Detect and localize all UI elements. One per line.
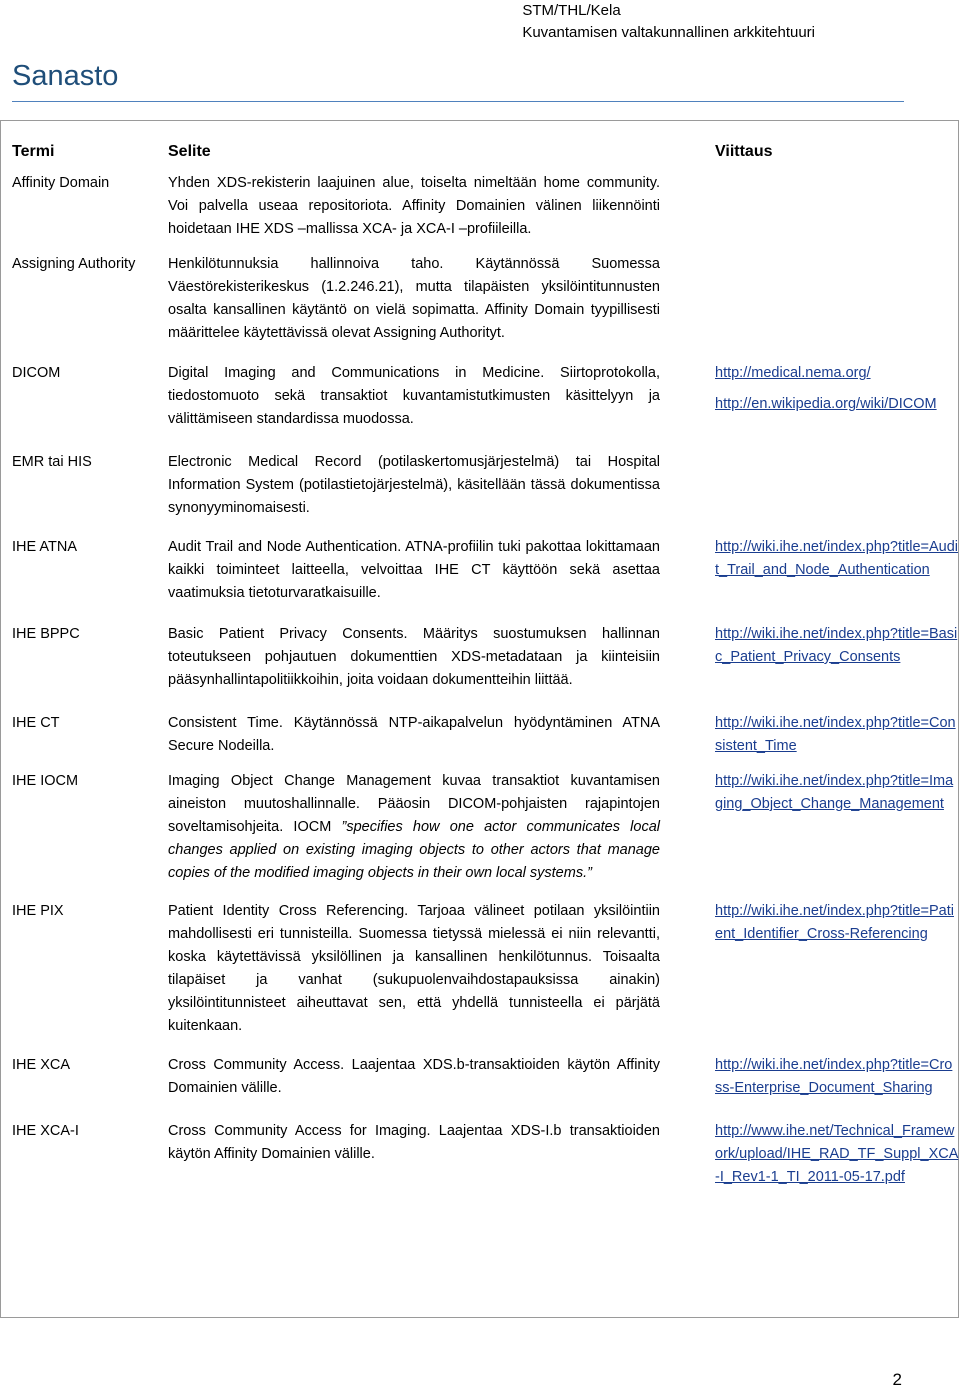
reference-link[interactable]: http://en.wikipedia.org/wiki/DICOM [715,396,937,412]
table-row [0,536,959,623]
table-row [0,1054,959,1120]
description-text: Cross Community Access. Laajentaa XDS.b-transaktioiden käytön Affinity Domainien välille. [168,1057,660,1096]
term-cell: IHE CT [12,715,60,731]
reference-link[interactable]: http://wiki.ihe.net/index.php?title=Patient_Identifier_Cross-Referencing [715,903,954,942]
description-cell [156,253,670,362]
description-text: Henkilötunnuksia hallinnoiva taho. Käytännössä Suomessa Väestörekisterikeskus (1.2.246.21), mutta tilapäisten yksilöintitunnusten osalta kansallinen käytäntö on vielä sopimatta. Affinity Domain tyypillisesti määrittelee käytettävissä olevat Assigning Authorityt. [168,256,660,341]
reference-cell [670,712,959,770]
table-row [0,1120,959,1189]
reference-link[interactable]: http://wiki.ihe.net/index.php?title=Audit_Trail_and_Node_Authentication [715,539,959,578]
description-text: Basic Patient Privacy Consents. Määritys suostumuksen hallinnan toteutukseen pohjautuen dokumenttien XDS-metadataan ja kiinteisiin pääsynhallintapolitiikkoihin, joita voidaan dokumentteihin liittää. [168,626,660,688]
description-cell [156,451,670,536]
reference-cell [670,623,959,712]
reference-cell [670,1054,959,1120]
reference-link[interactable]: http://wiki.ihe.net/index.php?title=Imaging_Object_Change_Management [715,773,954,812]
table-row [0,770,959,900]
term-cell: DICOM [12,365,61,381]
description-cell [156,900,670,1054]
term-cell: IHE XCA-I [12,1123,79,1139]
table-row [0,172,959,253]
reference-cell [670,362,959,451]
description-text: Audit Trail and Node Authentication. ATNA-profiilin tuki pakottaa lokittamaan kaikki toiminteet laitteella, velvoittaa IHE CT käyttöön sekä asettaa vaatimuksia tietoturvaratkaisuille. [168,539,660,601]
description-text: Cross Community Access for Imaging. Laajentaa XDS-I.b transaktioiden käytön Affinity Domainien välille. [168,1123,660,1162]
term-cell: Assigning Authority [12,256,136,272]
description-cell [156,1054,670,1120]
table-header-row [0,130,959,172]
description-cell [156,172,670,253]
reference-link[interactable]: http://wiki.ihe.net/index.php?title=Basic_Patient_Privacy_Consents [715,626,958,665]
page-title: Sanasto [12,60,119,92]
reference-link[interactable]: http://wiki.ihe.net/index.php?title=Consistent_Time [715,715,956,754]
term-cell: IHE BPPC [12,626,80,642]
table-row [0,900,959,1054]
description-text: Electronic Medical Record (potilaskertomusjärjestelmä) tai Hospital Information System (potilastietojärjestelmä), käsitellään tässä dokumentissa synonyyminomaisesti. [168,454,660,516]
header-subtitle: Kuvantamisen valtakunnallinen arkkitehtuuri [522,24,815,41]
term-cell: IHE IOCM [12,773,79,789]
glossary-body [0,172,959,1189]
description-cell [156,770,670,900]
table-row [0,712,959,770]
description-cell [156,623,670,712]
reference-cell [670,451,959,536]
column-header-description: Selite [168,142,211,160]
reference-cell [670,536,959,623]
reference-cell [670,253,959,362]
description-cell [156,362,670,451]
table-row [0,362,959,451]
description-text: Digital Imaging and Communications in Medicine. Siirtoprotokolla, tiedostomuoto sekä transaktiot kuvantamistutkimusten käsittelyyn ja välittämiseen standardissa muodossa. [168,365,660,427]
reference-link[interactable]: http://www.ihe.net/Technical_Framework/upload/IHE_RAD_TF_Suppl_XCA-I_Rev1-1_TI_2011-05-17.pdf [715,1123,959,1185]
reference-cell [670,172,959,253]
term-cell: IHE PIX [12,903,64,919]
reference-link[interactable]: http://medical.nema.org/ [715,365,871,381]
reference-link[interactable]: http://wiki.ihe.net/index.php?title=Cross-Enterprise_Document_Sharing [715,1057,953,1096]
table-row [0,253,959,362]
description-quote: ”specifies how one actor communicates local changes applied on existing imaging objects to other actors that manage copies of the modified imaging objects in their own local systems.” [168,819,660,881]
running-header [522,0,815,44]
reference-cell [670,770,959,900]
description-text: Imaging Object Change Management kuvaa transaktiot kuvantamisen aineiston muutoshallinnalle. Pääosin DICOM-pohjaisten rajapintojen soveltamisohjeita. IOCM [168,773,660,835]
header-org: STM/THL/Kela [522,2,621,19]
reference-cell [670,1120,959,1189]
page-number: 2 [892,1370,902,1389]
description-cell [156,536,670,623]
description-text: Patient Identity Cross Referencing. Tarjoaa välineet potilaan yksilöintiin mahdollisesti eri tunnisteilla. Suomessa tietyssä mielessä ei niin relevantti, koska käytettävissä yksilöllinen ja kansallinen henkilötunnus. Toisaalta tilapäiset ja vanhat (sukupuolenvaihdostapauksissa ainakin) yksilöintitunnisteet aiheuttavat sen, että yhdellä tunnisteella ei pärjätä kuitenkaan. [168,903,660,1034]
description-cell [156,1120,670,1189]
term-cell: IHE XCA [12,1057,71,1073]
term-cell: EMR tai HIS [12,454,92,470]
column-header-reference: Viittaus [715,142,773,160]
glossary-table [0,130,959,1189]
term-cell: IHE ATNA [12,539,77,555]
description-cell [156,712,670,770]
reference-cell [670,900,959,1054]
term-cell: Affinity Domain [12,175,110,191]
description-text: Yhden XDS-rekisterin laajuinen alue, toiselta nimeltään home community. Voi palvella useaa repositoriota. Affinity Domainien välinen liikennöinti hoidetaan IHE XDS –mallissa XCA- ja XCA-I –profiileilla. [168,175,660,237]
title-underline [12,101,904,102]
table-row [0,623,959,712]
table-row [0,451,959,536]
description-text: Consistent Time. Käytännössä NTP-aikapalvelun hyödyntäminen ATNA Secure Nodeilla. [168,715,660,754]
column-header-term: Termi [12,142,55,160]
